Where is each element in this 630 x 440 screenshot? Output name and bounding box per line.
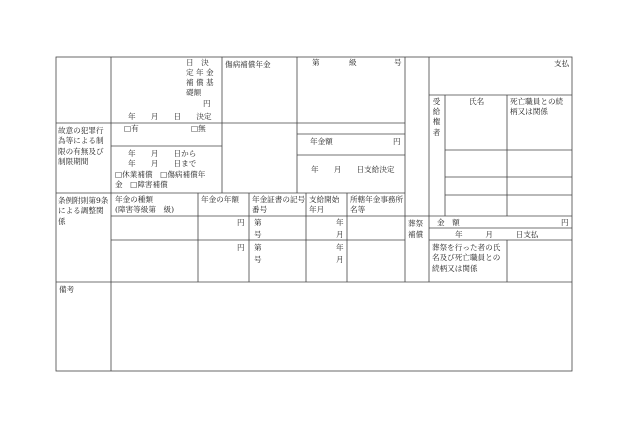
nenkin-gaku-yen: 円 <box>393 137 401 146</box>
adjustment-row-2-go: 号 <box>254 255 262 264</box>
adjustment-row-1-yen: 円 <box>237 218 245 227</box>
adjustment-start-header: 支給開始年月 <box>309 195 340 214</box>
adjustment-row-2-yen: 円 <box>237 243 245 252</box>
funeral-date-line: 年 月 日支払 <box>455 230 539 239</box>
adjustment-row-1-nen: 年 <box>336 218 344 227</box>
decision-label-line-2: 定 年 金 <box>186 68 214 77</box>
funeral-yen: 円 <box>561 218 569 227</box>
intent-options-line-1: □休業補償 □傷病補償年 <box>115 170 206 179</box>
adjustment-row-2-tsuki: 月 <box>336 255 344 264</box>
recipient-name-header: 氏名 <box>469 97 485 106</box>
adjustment-amount-header: 年金の年額 <box>201 195 239 204</box>
grade-dai: 第 <box>312 58 320 67</box>
shobyo-label: 傷病補償年金 <box>225 60 271 69</box>
intent-yes-checkbox[interactable]: □有 <box>124 124 139 133</box>
adjustment-row-1-go: 号 <box>254 230 262 239</box>
intent-crime-label: 故意の犯罪行為等による制限の有無及び制限期間 <box>58 126 104 166</box>
adjustment-kind-header: 年金の種類 <box>115 195 153 204</box>
adjustment-row-2-dai: 第 <box>254 243 262 252</box>
funeral-amount-label: 金 額 <box>437 218 460 227</box>
intent-no-checkbox[interactable]: □無 <box>191 124 206 133</box>
intent-from-line: 年 月 日から <box>128 149 197 158</box>
shikyu-label: 支払 <box>554 59 570 68</box>
decision-yen: 円 <box>203 99 211 108</box>
decision-label-line-3: 補 償 基 <box>186 78 214 87</box>
funeral-person-label: 葬祭を行った者の氏名及び死亡職員との続柄又は関係 <box>432 243 501 273</box>
intent-options-line-2: 金 □障害補償 <box>115 180 168 189</box>
nenkin-gaku-label: 年金額 <box>310 137 333 146</box>
adjustment-row-2-nen: 年 <box>336 243 344 252</box>
adjustment-cert-header: 年金証書の記号番号 <box>252 195 306 214</box>
adjustment-kind-sub: (障害等級第 級) <box>115 205 175 214</box>
recipient-vertical-label: 受給権者 <box>432 97 441 137</box>
decision-label-line-1: 日 決 <box>186 58 209 67</box>
grade-go: 号 <box>394 58 402 67</box>
adjustment-row-1-tsuki: 月 <box>336 230 344 239</box>
payment-decision: 年 月 日支給決定 <box>311 165 395 174</box>
funeral-label: 葬祭補償 <box>408 219 424 239</box>
decision-label-line-4: 礎額 <box>186 88 202 97</box>
intent-to-line: 年 月 日まで <box>128 159 197 168</box>
recipient-relation-header: 死亡職員との続柄又は関係 <box>510 97 564 116</box>
grade-kyu: 級 <box>349 58 357 67</box>
adjustment-office-header: 所轄年金事務所名等 <box>350 195 404 214</box>
decision-date-line: 年 月 日 決定 <box>128 112 212 121</box>
adjustment-label: 条例附則第9条による調整関係 <box>58 196 109 226</box>
adjustment-row-1-dai: 第 <box>254 218 262 227</box>
remarks-label: 備考 <box>59 285 75 294</box>
